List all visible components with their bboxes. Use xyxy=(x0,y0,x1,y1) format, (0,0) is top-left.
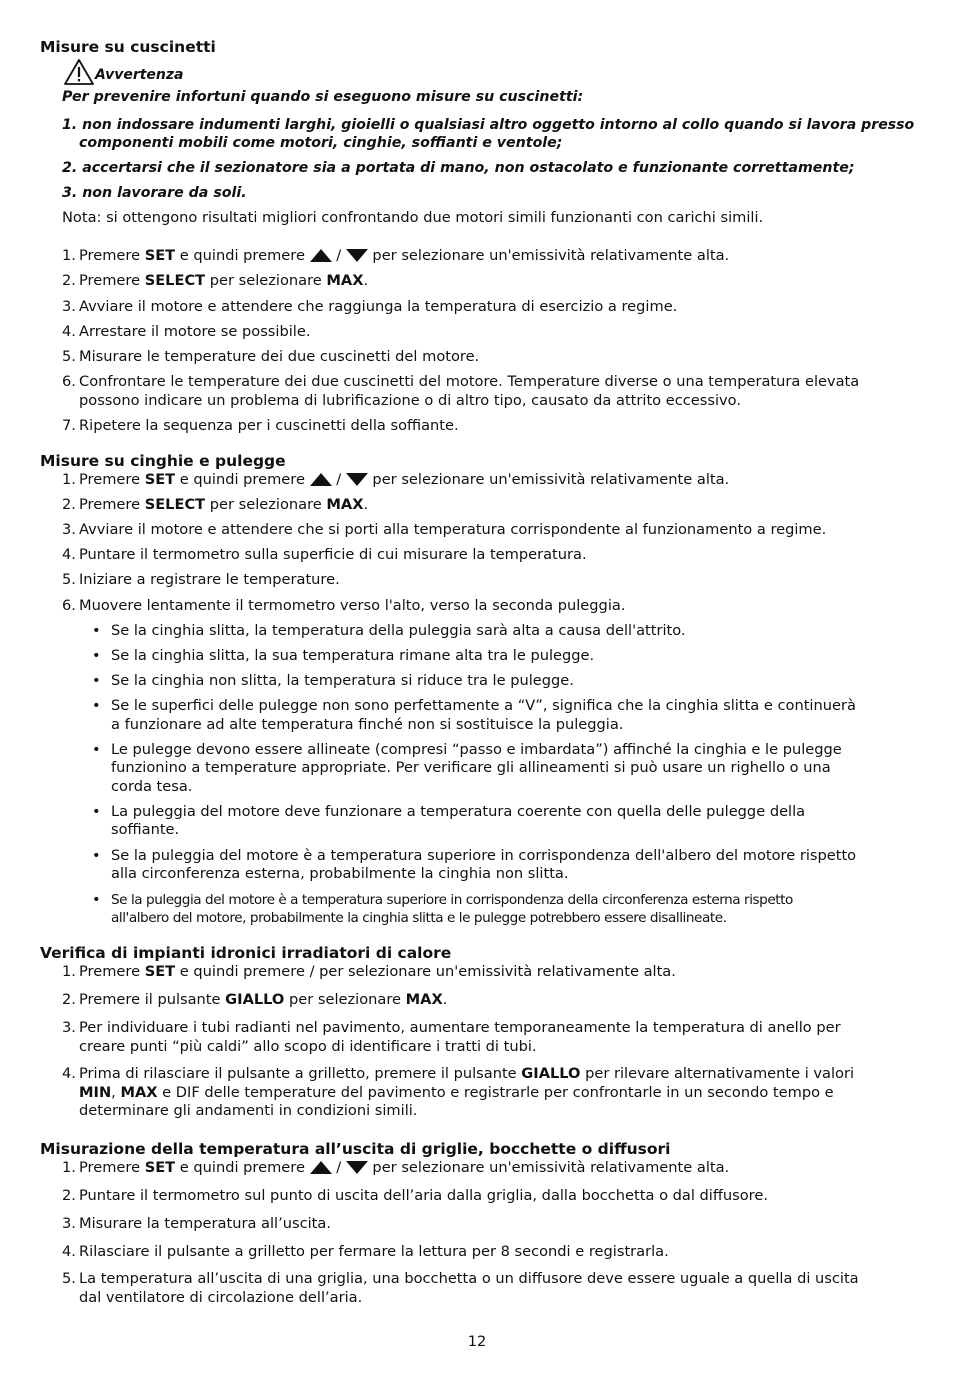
step-number: 3. xyxy=(62,298,76,315)
step-number: 6. xyxy=(62,373,76,390)
bullet: • xyxy=(92,803,101,820)
step-number: 1. xyxy=(62,247,76,264)
step-number: 2. xyxy=(62,496,76,513)
belts-step-2: Premere SELECT per selezionare MAX. xyxy=(79,496,369,513)
belts-bullet-7: Se la puleggia del motore è a temperatura superiore in corrispondenza dell'albero del motore rispetto xyxy=(111,847,857,864)
belts-step-3: Avviare il motore e attendere che si porti alla temperatura corrispondente al funzionamento a regime. xyxy=(79,521,827,538)
section-title-belts: Misure su cinghie e pulegge xyxy=(40,452,286,470)
step-number: 6. xyxy=(62,597,76,614)
belts-bullet-6: La puleggia del motore deve funzionare a temperatura coerente con quella delle pulegge della xyxy=(111,803,806,820)
bearings-step-1: Premere SET e quindi premere / per selezionare un'emissività relativamente alta. xyxy=(79,247,730,264)
step-number: 3. xyxy=(62,1019,76,1036)
step-number: 3. xyxy=(62,521,76,538)
bearings-step-2: Premere SELECT per selezionare MAX. xyxy=(79,272,369,289)
bullet: • xyxy=(92,697,101,714)
step-number: 1. xyxy=(62,963,76,980)
bearings-step-6-cont: possono indicare un problema di lubrificazione o di altro tipo, causato da attrito eccessivo. xyxy=(79,392,741,409)
bullet: • xyxy=(92,622,101,639)
belts-bullet-3: Se la cinghia non slitta, la temperatura si riduce tra le pulegge. xyxy=(111,672,574,689)
hydronic-step-1: Premere SET e quindi premere / per selezionare un'emissività relativamente alta. xyxy=(79,963,676,980)
hydronic-step-3-cont: creare punti “più caldi” allo scopo di identificare i tratti di tubi. xyxy=(79,1038,537,1055)
bearings-step-4: Arrestare il motore se possibile. xyxy=(79,323,311,340)
note-text: Nota: si ottengono risultati migliori confrontando due motori simili funzionanti con carichi simili. xyxy=(62,209,764,226)
step-number: 5. xyxy=(62,571,76,588)
hydronic-step-4-cont: MIN, MAX e DIF delle temperature del pavimento e registrarle per confrontarle in un secondo tempo e xyxy=(79,1084,834,1101)
step-number: 4. xyxy=(62,546,76,563)
belts-bullet-1: Se la cinghia slitta, la temperatura della puleggia sarà alta a causa dell'attrito. xyxy=(111,622,686,639)
warning-item-2: 2. accertarsi che il sezionatore sia a portata di mano, non ostacolato e funzionante correttamente; xyxy=(62,160,855,176)
vents-step-5-cont: dal ventilatore di circolazione dell’aria. xyxy=(79,1289,363,1306)
bearings-step-6: Confrontare le temperature dei due cuscinetti del motore. Temperature diverse o una temperatura elevata xyxy=(79,373,860,390)
warning-item-3: 3. non lavorare da soli. xyxy=(62,185,247,201)
page-number: 12 xyxy=(467,1333,487,1350)
step-number: 5. xyxy=(62,1270,76,1287)
vents-step-2: Puntare il termometro sul punto di uscita dell’aria dalla griglia, dalla bocchetta o dal diffusore. xyxy=(79,1187,768,1204)
belts-bullet-4: Se le superfici delle pulegge non sono perfettamente a “V”, significa che la cinghia slitta e continuerà xyxy=(111,697,856,714)
up-arrow-icon xyxy=(310,249,332,262)
up-arrow-icon xyxy=(310,1161,332,1174)
vents-step-4: Rilasciare il pulsante a grilletto per fermare la lettura per 8 secondi e registrarla. xyxy=(79,1243,669,1260)
belts-step-4: Puntare il termometro sulla superficie di cui misurare la temperatura. xyxy=(79,546,587,563)
step-number: 2. xyxy=(62,1187,76,1204)
down-arrow-icon xyxy=(346,473,368,486)
warning-intro: Per prevenire infortuni quando si eseguono misure su cuscinetti: xyxy=(62,89,584,105)
belts-bullet-8-cont: all'albero del motore, probabilmente la cinghia slitta e le pulegge potrebbero essere disallineate. xyxy=(111,910,727,926)
step-number: 3. xyxy=(62,1215,76,1232)
step-number: 4. xyxy=(62,1243,76,1260)
belts-bullet-7-cont: alla circonferenza esterna, probabilmente la cinghia non slitta. xyxy=(111,865,569,882)
bearings-step-5: Misurare le temperature dei due cuscinetti del motore. xyxy=(79,348,480,365)
vents-step-5: La temperatura all’uscita di una griglia, una bocchetta o un diffusore deve essere uguale a quella di uscita xyxy=(79,1270,859,1287)
up-arrow-icon xyxy=(310,473,332,486)
step-number: 2. xyxy=(62,991,76,1008)
bullet: • xyxy=(92,672,101,689)
section-title-hydronic: Verifica di impianti idronici irradiatori di calore xyxy=(40,944,452,962)
warning-item-1: 1. non indossare indumenti larghi, gioielli o qualsiasi altro oggetto intorno al collo quando si lavora presso xyxy=(62,117,915,133)
belts-bullet-5-cont: funzionino a temperature appropriate. Per verificare gli allineamenti si può usare un righello o una xyxy=(111,759,831,776)
hydronic-step-3: Per individuare i tubi radianti nel pavimento, aumentare temporaneamente la temperatura di anello per xyxy=(79,1019,841,1036)
belts-bullet-5: Le pulegge devono essere allineate (compresi “passo e imbardata”) affinché la cinghia e le pulegge xyxy=(111,741,842,758)
belts-bullet-4-cont: a funzionare ad alte temperatura finché non si sostituisce la puleggia. xyxy=(111,716,624,733)
belts-bullet-8: Se la puleggia del motore è a temperatura superiore in corrispondenza della circonferenza esterna rispetto xyxy=(111,892,793,908)
step-number: 5. xyxy=(62,348,76,365)
hydronic-step-4: Prima di rilasciare il pulsante a grilletto, premere il pulsante GIALLO per rilevare alternativamente i valori xyxy=(79,1065,855,1082)
warning-item-1-cont: componenti mobili come motori, cinghie, soffianti e ventole; xyxy=(79,135,563,151)
step-number: 1. xyxy=(62,1159,76,1176)
step-number: 7. xyxy=(62,417,76,434)
bullet: • xyxy=(92,847,101,864)
section-title-vents: Misurazione della temperatura all’uscita di griglie, bocchette o diffusori xyxy=(40,1140,671,1158)
belts-step-5: Iniziare a registrare le temperature. xyxy=(79,571,340,588)
bullet: • xyxy=(92,741,101,758)
step-number: 1. xyxy=(62,471,76,488)
vents-step-1: Premere SET e quindi premere / per selezionare un'emissività relativamente alta. xyxy=(79,1159,730,1176)
step-number: 4. xyxy=(62,323,76,340)
bullet: • xyxy=(92,647,101,664)
hydronic-step-4-cont2: determinare gli andamenti in condizioni simili. xyxy=(79,1102,418,1119)
section-title-bearings: Misure su cuscinetti xyxy=(40,38,216,56)
belts-bullet-6-cont: soffiante. xyxy=(111,821,180,838)
bearings-step-3: Avviare il motore e attendere che raggiunga la temperatura di esercizio a regime. xyxy=(79,298,678,315)
belts-bullet-2: Se la cinghia slitta, la sua temperatura rimane alta tra le pulegge. xyxy=(111,647,595,664)
step-number: 2. xyxy=(62,272,76,289)
vents-step-3: Misurare la temperatura all’uscita. xyxy=(79,1215,331,1232)
down-arrow-icon xyxy=(346,249,368,262)
belts-step-1: Premere SET e quindi premere / per selezionare un'emissività relativamente alta. xyxy=(79,471,730,488)
step-number: 4. xyxy=(62,1065,76,1082)
hydronic-step-2: Premere il pulsante GIALLO per selezionare MAX. xyxy=(79,991,448,1008)
warning-icon xyxy=(64,59,94,85)
warning-label: Avvertenza xyxy=(95,67,184,83)
down-arrow-icon xyxy=(346,1161,368,1174)
bearings-step-7: Ripetere la sequenza per i cuscinetti della soffiante. xyxy=(79,417,459,434)
belts-bullet-5-cont2: corda tesa. xyxy=(111,778,193,795)
belts-step-6: Muovere lentamente il termometro verso l'alto, verso la seconda puleggia. xyxy=(79,597,626,614)
bullet: • xyxy=(92,891,101,908)
